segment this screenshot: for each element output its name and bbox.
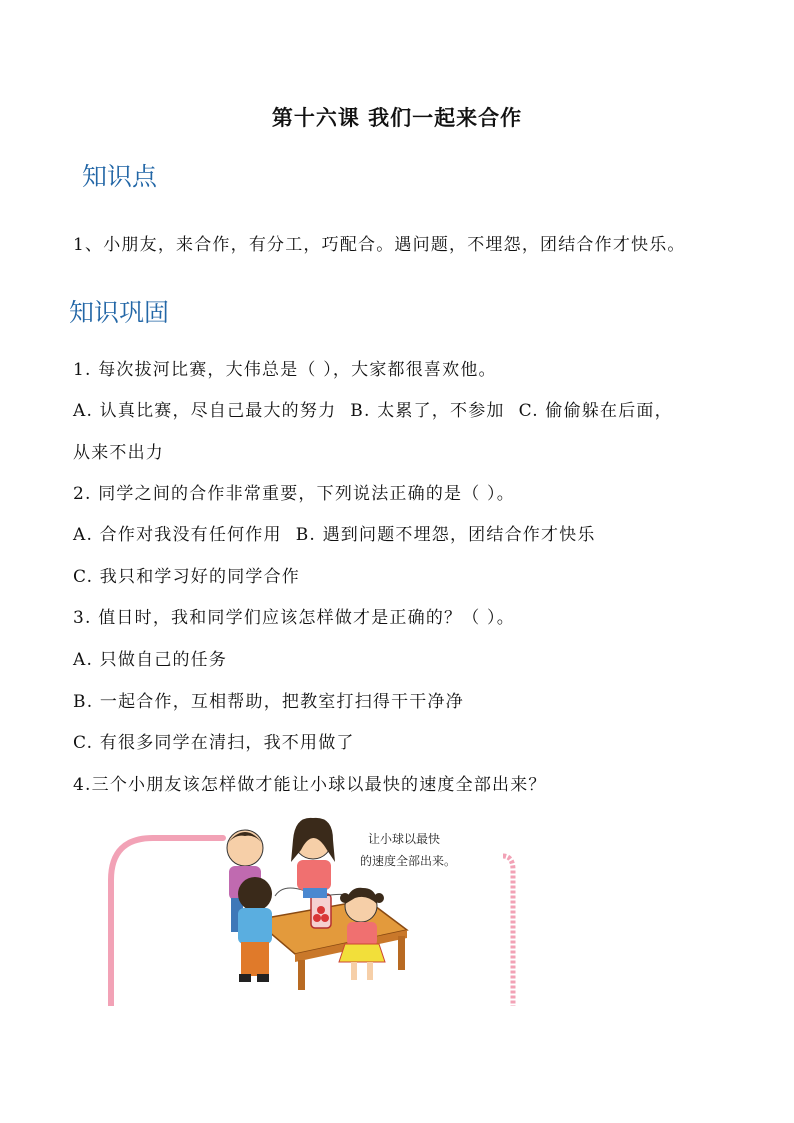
q1-option-c: C. 偷偷躲在后面， bbox=[518, 401, 673, 421]
child-shoe bbox=[239, 974, 251, 982]
question-2: 2. 同学之间的合作非常重要，下列说法正确的是（ ）。 bbox=[73, 484, 515, 504]
caption-line-2: 的速度全部出来。 bbox=[360, 854, 457, 868]
lesson-title: 第十六课 我们一起来合作 bbox=[271, 106, 523, 130]
q2-option-b: B. 遇到问题不埋怨，团结合作才快乐 bbox=[295, 525, 596, 545]
child-pants bbox=[241, 942, 269, 976]
child-shoe bbox=[257, 974, 269, 982]
q1-option-c-continued: 从来不出力 bbox=[73, 443, 164, 463]
ball bbox=[321, 914, 329, 922]
child-shirt bbox=[238, 908, 272, 944]
child-shirt bbox=[347, 922, 377, 946]
q2-option-c: C. 我只和学习好的同学合作 bbox=[73, 567, 301, 587]
q3-option-c: C. 有很多同学在清扫，我不用做了 bbox=[73, 733, 355, 753]
practice-heading: 知识巩固 bbox=[69, 298, 170, 327]
child-shirt bbox=[297, 860, 331, 890]
table-leg bbox=[298, 960, 305, 990]
question-1-options bbox=[73, 396, 673, 421]
q1-option-b: B. 太累了，不参加 bbox=[350, 401, 505, 421]
question-1: 1. 每次拔河比赛，大伟总是（ ），大家都很喜欢他。 bbox=[73, 360, 497, 380]
q2-option-a: A. 合作对我没有任何作用 bbox=[73, 525, 282, 545]
question-2-options bbox=[73, 520, 596, 545]
question-3: 3. 值日时，我和同学们应该怎样做才是正确的？（ ）。 bbox=[73, 608, 515, 628]
child-head bbox=[238, 877, 272, 911]
illustration-caption bbox=[360, 828, 456, 872]
q1-option-a: A. 认真比赛，尽自己最大的努力 bbox=[73, 401, 337, 421]
frame-right bbox=[503, 856, 513, 1006]
knowledge-heading: 知识点 bbox=[82, 162, 158, 191]
caption-line-1: 让小球以最快 bbox=[368, 832, 441, 846]
ball bbox=[313, 914, 321, 922]
frame-left bbox=[111, 838, 223, 1006]
child-pigtail bbox=[374, 893, 384, 903]
child-skirt bbox=[339, 944, 385, 962]
child-pigtail bbox=[340, 893, 350, 903]
child-skirt bbox=[303, 888, 327, 898]
q3-option-b: B. 一起合作，互相帮助，把教室打扫得干干净净 bbox=[73, 692, 464, 712]
child-leg bbox=[351, 962, 357, 980]
question-4: 4.三个小朋友该怎样做才能让小球以最快的速度全部出来？ bbox=[73, 775, 547, 795]
ball bbox=[317, 906, 325, 914]
children-cooperation-illustration bbox=[105, 810, 525, 1006]
knowledge-point: 1、小朋友，来合作，有分工，巧配合。遇问题，不埋怨，团结合作才快乐。 bbox=[73, 235, 686, 255]
q3-option-a: A. 只做自己的任务 bbox=[73, 650, 228, 670]
child-leg bbox=[367, 962, 373, 980]
table-leg bbox=[398, 936, 405, 970]
